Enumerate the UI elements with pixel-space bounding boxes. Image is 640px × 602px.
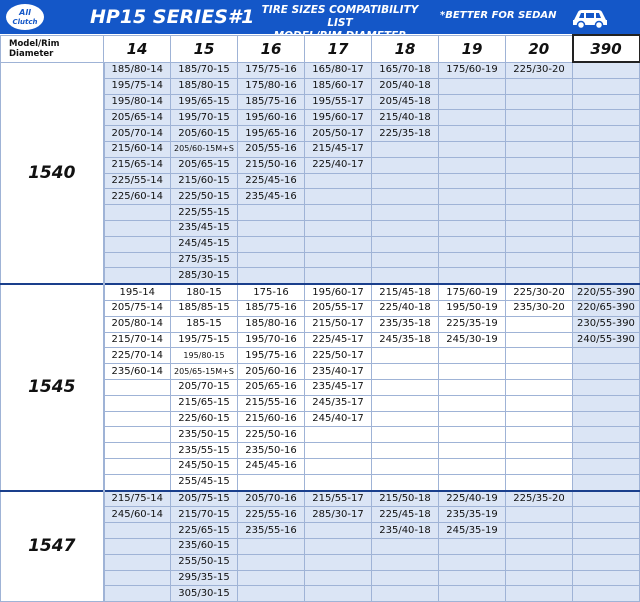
tire-size-cell: 220/65-390: [573, 300, 640, 316]
table-body: [1, 62, 640, 602]
tire-size-cell: [305, 474, 372, 490]
tire-size-cell: 225/45-17: [305, 332, 372, 348]
allclutch-logo: [4, 2, 46, 32]
tire-size-cell: [238, 268, 305, 284]
tire-size-cell: [439, 348, 506, 364]
tire-size-cell: 235/50-16: [238, 443, 305, 459]
tire-size-cell: 195/80-14: [104, 94, 171, 110]
header-row: [1, 35, 640, 62]
tire-size-cell: [573, 205, 640, 221]
tire-size-cell: [305, 236, 372, 252]
tire-size-cell: [506, 78, 573, 94]
tire-size-cell: 165/70-18: [372, 62, 439, 78]
tire-size-cell: 195/80-15: [171, 348, 238, 364]
tire-size-cell: 215/65-15: [171, 395, 238, 411]
tire-size-cell: 175/60-19: [439, 62, 506, 78]
tire-size-cell: 225/35-18: [372, 126, 439, 142]
tire-size-cell: [573, 268, 640, 284]
tire-size-cell: 195/75-14: [104, 78, 171, 94]
model-label: 1540: [1, 62, 104, 284]
tire-size-cell: [439, 586, 506, 602]
tire-size-cell: 205/60-15M+S: [171, 141, 238, 157]
tire-size-cell: [372, 586, 439, 602]
tire-size-cell: [573, 507, 640, 523]
tire-size-cell: [506, 395, 573, 411]
subtitle-line-1: TIRE SIZES COMPATIBILITY LIST: [261, 4, 419, 29]
tire-size-cell: 185/85-15: [171, 300, 238, 316]
tire-size-cell: [573, 94, 640, 110]
tire-size-cell: 235/50-15: [171, 427, 238, 443]
tire-size-cell: 215/40-18: [372, 110, 439, 126]
tire-size-cell: 205/50-17: [305, 126, 372, 142]
tire-size-cell: [305, 458, 372, 474]
tire-size-cell: [372, 268, 439, 284]
tire-size-cell: [238, 474, 305, 490]
tire-size-cell: [573, 110, 640, 126]
tire-size-cell: [506, 379, 573, 395]
tire-size-cell: 205/70-15: [171, 379, 238, 395]
tire-size-cell: 285/30-17: [305, 507, 372, 523]
tire-size-cell: 185/70-15: [171, 62, 238, 78]
tire-size-cell: 205/40-18: [372, 78, 439, 94]
tire-size-cell: [372, 252, 439, 268]
tire-size-cell: [506, 554, 573, 570]
tire-size-cell: [104, 523, 171, 539]
tire-size-cell: [573, 586, 640, 602]
tire-size-cell: [439, 443, 506, 459]
tire-size-cell: 245/30-19: [439, 332, 506, 348]
tire-size-cell: [506, 268, 573, 284]
tire-size-cell: 245/35-18: [372, 332, 439, 348]
tire-size-cell: [573, 252, 640, 268]
col-header-15: 15: [171, 35, 238, 62]
tire-size-cell: [439, 252, 506, 268]
tire-size-cell: [506, 586, 573, 602]
tire-size-cell: [104, 427, 171, 443]
tire-size-cell: [305, 268, 372, 284]
tire-size-cell: 225/50-17: [305, 348, 372, 364]
tire-size-cell: [506, 205, 573, 221]
tire-size-cell: [372, 474, 439, 490]
tire-size-cell: [506, 332, 573, 348]
tire-size-cell: 225/30-20: [506, 62, 573, 78]
col-header-16: 16: [238, 35, 305, 62]
tire-size-cell: [104, 205, 171, 221]
tire-size-cell: 225/55-14: [104, 173, 171, 189]
tire-size-cell: 245/35-19: [439, 523, 506, 539]
tire-size-cell: 245/60-14: [104, 507, 171, 523]
tire-size-cell: 185/75-16: [238, 300, 305, 316]
tire-size-cell: 195/70-16: [238, 332, 305, 348]
tire-size-cell: [573, 173, 640, 189]
tire-size-cell: [506, 236, 573, 252]
tire-size-cell: [439, 411, 506, 427]
tire-size-cell: [372, 157, 439, 173]
tire-size-cell: [305, 427, 372, 443]
tire-size-cell: [506, 474, 573, 490]
tire-size-cell: [104, 252, 171, 268]
tire-size-cell: 240/55-390: [573, 332, 640, 348]
tire-size-cell: 195/60-16: [238, 110, 305, 126]
tire-size-cell: 175/80-16: [238, 78, 305, 94]
tire-size-cell: [439, 268, 506, 284]
tire-size-cell: [238, 586, 305, 602]
tire-size-cell: [573, 189, 640, 205]
tire-size-cell: [372, 236, 439, 252]
tire-size-cell: [238, 252, 305, 268]
tire-size-cell: [439, 458, 506, 474]
tire-size-cell: [439, 427, 506, 443]
tire-size-cell: [439, 173, 506, 189]
tire-size-cell: 205/55-16: [238, 141, 305, 157]
tire-size-cell: 195/55-17: [305, 94, 372, 110]
tire-size-cell: [238, 205, 305, 221]
tire-size-cell: [305, 538, 372, 554]
tire-size-cell: 235/30-20: [506, 300, 573, 316]
tire-size-cell: 305/30-15: [171, 586, 238, 602]
tire-size-cell: 185-15: [171, 316, 238, 332]
tire-size-cell: 185/80-16: [238, 316, 305, 332]
tire-size-cell: 215/55-16: [238, 395, 305, 411]
tire-size-cell: [439, 570, 506, 586]
tire-size-cell: [506, 570, 573, 586]
tire-size-cell: 225/55-16: [238, 507, 305, 523]
tire-size-cell: 195/70-15: [171, 110, 238, 126]
col-header-390: 390: [573, 35, 640, 62]
tire-size-cell: [506, 126, 573, 142]
tire-size-cell: 205/80-14: [104, 316, 171, 332]
tire-size-cell: [104, 220, 171, 236]
tire-size-cell: [439, 205, 506, 221]
tire-size-cell: [238, 538, 305, 554]
svg-text:Clutch: Clutch: [12, 18, 38, 26]
sedan-note: *BETTER FOR SEDAN: [440, 10, 557, 21]
tire-size-cell: 165/80-17: [305, 62, 372, 78]
tire-size-cell: [439, 126, 506, 142]
tire-size-cell: [305, 189, 372, 205]
tire-size-cell: [506, 141, 573, 157]
tire-size-cell: 215/70-15: [171, 507, 238, 523]
tire-size-cell: [573, 491, 640, 507]
tire-size-cell: [573, 554, 640, 570]
tire-size-cell: [372, 554, 439, 570]
tire-size-cell: 235/55-15: [171, 443, 238, 459]
tire-size-cell: [573, 379, 640, 395]
col-header-19: 19: [439, 35, 506, 62]
tire-size-cell: [439, 554, 506, 570]
tire-size-cell: [506, 364, 573, 380]
tire-size-cell: 175-16: [238, 284, 305, 300]
tire-size-cell: [104, 570, 171, 586]
tire-size-cell: [238, 236, 305, 252]
tire-size-cell: 225/55-15: [171, 205, 238, 221]
tire-size-cell: [506, 252, 573, 268]
tire-size-cell: 225/50-15: [171, 189, 238, 205]
tire-size-cell: [573, 427, 640, 443]
tire-size-cell: 205/65-14: [104, 110, 171, 126]
tire-size-cell: [439, 236, 506, 252]
tire-size-cell: [305, 443, 372, 459]
tire-size-cell: [573, 157, 640, 173]
tire-size-cell: [573, 395, 640, 411]
tire-size-cell: 245/45-15: [171, 236, 238, 252]
tire-size-cell: 235/40-17: [305, 364, 372, 380]
tire-size-cell: 215/70-14: [104, 332, 171, 348]
tire-size-cell: [372, 173, 439, 189]
tire-size-cell: [506, 348, 573, 364]
tire-size-cell: [573, 236, 640, 252]
tire-size-cell: 205/60-16: [238, 364, 305, 380]
tire-size-cell: [305, 523, 372, 539]
tire-size-cell: 225/45-16: [238, 173, 305, 189]
tire-size-cell: [372, 411, 439, 427]
tire-size-cell: 205/60-15: [171, 126, 238, 142]
tire-size-cell: 295/35-15: [171, 570, 238, 586]
tire-size-cell: [372, 189, 439, 205]
page-title: HP15 SERIES#1: [90, 6, 255, 28]
tire-size-cell: [104, 236, 171, 252]
tire-size-cell: 235/60-14: [104, 364, 171, 380]
tire-size-cell: 215/65-14: [104, 157, 171, 173]
tire-size-cell: 225/45-18: [372, 507, 439, 523]
tire-size-cell: 235/35-19: [439, 507, 506, 523]
tire-size-cell: 205/55-17: [305, 300, 372, 316]
tire-size-cell: [573, 538, 640, 554]
model-label: 1545: [1, 284, 104, 490]
tire-size-cell: [573, 570, 640, 586]
table-row: [1, 62, 640, 78]
tire-size-cell: 255/45-15: [171, 474, 238, 490]
tire-size-cell: [506, 173, 573, 189]
col-header-18: 18: [372, 35, 439, 62]
tire-size-cell: [372, 379, 439, 395]
tire-size-cell: [104, 538, 171, 554]
corner-label: Model/Rim Diameter: [1, 35, 104, 62]
tire-size-cell: [506, 427, 573, 443]
tire-size-cell: [104, 554, 171, 570]
tire-size-cell: [305, 205, 372, 221]
tire-size-cell: [506, 507, 573, 523]
tire-size-cell: 215/75-14: [104, 491, 171, 507]
tire-size-cell: 225/35-20: [506, 491, 573, 507]
tire-size-cell: 235/55-16: [238, 523, 305, 539]
tire-size-cell: 175/60-19: [439, 284, 506, 300]
tire-size-cell: [305, 554, 372, 570]
tire-size-cell: 215/60-15: [171, 173, 238, 189]
tire-size-cell: [372, 364, 439, 380]
tire-size-cell: [573, 78, 640, 94]
tire-size-cell: 220/55-390: [573, 284, 640, 300]
tire-size-cell: [104, 268, 171, 284]
tire-size-cell: 205/45-18: [372, 94, 439, 110]
tire-size-cell: 195/60-17: [305, 110, 372, 126]
tire-size-cell: 225/40-19: [439, 491, 506, 507]
car-icon: [570, 5, 610, 29]
tire-size-cell: 215/50-18: [372, 491, 439, 507]
table-row: [1, 284, 640, 300]
tire-size-cell: [372, 443, 439, 459]
tire-size-cell: [439, 379, 506, 395]
tire-size-cell: [439, 220, 506, 236]
tire-size-cell: 235/40-18: [372, 523, 439, 539]
tire-size-cell: 205/70-14: [104, 126, 171, 142]
tire-size-cell: 185/60-17: [305, 78, 372, 94]
tire-size-cell: [439, 474, 506, 490]
tire-size-cell: 225/70-14: [104, 348, 171, 364]
tire-size-cell: [506, 538, 573, 554]
tire-size-cell: 225/35-19: [439, 316, 506, 332]
tire-size-cell: [439, 110, 506, 126]
tire-size-cell: 245/45-16: [238, 458, 305, 474]
tire-size-cell: [305, 586, 372, 602]
tire-size-cell: [506, 157, 573, 173]
tire-size-cell: 185/80-15: [171, 78, 238, 94]
tire-size-cell: [104, 474, 171, 490]
tire-size-cell: 205/65-16: [238, 379, 305, 395]
tire-size-cell: 215/45-18: [372, 284, 439, 300]
tire-size-cell: [573, 220, 640, 236]
tire-size-cell: 195/65-15: [171, 94, 238, 110]
tire-size-cell: 245/40-17: [305, 411, 372, 427]
tire-size-cell: 235/45-16: [238, 189, 305, 205]
tire-size-cell: 215/60-14: [104, 141, 171, 157]
tire-size-cell: 235/35-18: [372, 316, 439, 332]
tire-size-cell: 195/75-16: [238, 348, 305, 364]
tire-size-cell: 235/45-15: [171, 220, 238, 236]
tire-size-cell: [573, 364, 640, 380]
tire-size-cell: [573, 126, 640, 142]
tire-size-cell: [506, 443, 573, 459]
tire-size-cell: 255/50-15: [171, 554, 238, 570]
col-header-20: 20: [506, 35, 573, 62]
tire-size-cell: [104, 379, 171, 395]
tire-size-cell: 225/60-15: [171, 411, 238, 427]
tire-size-cell: [372, 205, 439, 221]
tire-size-cell: [506, 458, 573, 474]
tire-size-cell: [372, 458, 439, 474]
tire-size-cell: 205/70-16: [238, 491, 305, 507]
tire-size-cell: 275/35-15: [171, 252, 238, 268]
tire-size-cell: 230/55-390: [573, 316, 640, 332]
tire-size-cell: [506, 220, 573, 236]
tire-size-cell: [439, 395, 506, 411]
tire-size-cell: 195/65-16: [238, 126, 305, 142]
compatibility-table: [0, 34, 640, 602]
tire-size-cell: [372, 538, 439, 554]
tire-size-cell: [238, 554, 305, 570]
tire-size-cell: 215/55-17: [305, 491, 372, 507]
tire-size-cell: [439, 141, 506, 157]
tire-size-cell: 180-15: [171, 284, 238, 300]
tire-size-cell: [104, 395, 171, 411]
tire-size-cell: 245/35-17: [305, 395, 372, 411]
tire-size-cell: 225/65-15: [171, 523, 238, 539]
svg-text:All: All: [19, 8, 31, 17]
tire-size-cell: [573, 62, 640, 78]
tire-size-cell: 205/65-15: [171, 157, 238, 173]
tire-size-cell: [439, 78, 506, 94]
tire-size-cell: [305, 220, 372, 236]
tire-size-cell: [104, 586, 171, 602]
tire-size-cell: [506, 411, 573, 427]
tire-size-cell: [104, 443, 171, 459]
tire-size-cell: [104, 411, 171, 427]
col-header-14: 14: [104, 35, 171, 62]
tire-size-cell: [305, 570, 372, 586]
tire-size-cell: [439, 189, 506, 205]
tire-size-cell: 195-14: [104, 284, 171, 300]
tire-size-cell: [506, 316, 573, 332]
tire-size-cell: [372, 570, 439, 586]
tire-size-cell: 225/30-20: [506, 284, 573, 300]
tire-size-cell: [305, 252, 372, 268]
tire-size-cell: 175/75-16: [238, 62, 305, 78]
tire-size-cell: 195/75-15: [171, 332, 238, 348]
tire-size-cell: 235/45-17: [305, 379, 372, 395]
tire-size-cell: [439, 94, 506, 110]
tire-size-cell: [439, 364, 506, 380]
tire-size-cell: 225/40-18: [372, 300, 439, 316]
tire-size-cell: 215/50-17: [305, 316, 372, 332]
table-row: [1, 491, 640, 507]
tire-size-cell: [238, 570, 305, 586]
tire-size-cell: 195/60-17: [305, 284, 372, 300]
tire-size-cell: [573, 141, 640, 157]
col-header-17: 17: [305, 35, 372, 62]
tire-size-cell: 225/50-16: [238, 427, 305, 443]
tire-size-cell: [573, 411, 640, 427]
tire-size-cell: [372, 348, 439, 364]
tire-size-cell: 205/75-14: [104, 300, 171, 316]
tire-size-cell: [506, 94, 573, 110]
tire-size-cell: [372, 427, 439, 443]
tire-size-cell: 215/60-16: [238, 411, 305, 427]
tire-size-cell: [573, 523, 640, 539]
tire-size-cell: 285/30-15: [171, 268, 238, 284]
tire-size-cell: [506, 523, 573, 539]
tire-size-cell: [506, 110, 573, 126]
tire-size-cell: 215/50-16: [238, 157, 305, 173]
tire-size-cell: 205/65-15M+S: [171, 364, 238, 380]
tire-size-cell: 215/45-17: [305, 141, 372, 157]
tire-size-cell: 225/60-14: [104, 189, 171, 205]
tire-size-cell: [439, 157, 506, 173]
tire-size-cell: [439, 538, 506, 554]
tire-size-cell: [573, 443, 640, 459]
tire-size-cell: 185/75-16: [238, 94, 305, 110]
tire-size-cell: 225/40-17: [305, 157, 372, 173]
tire-size-cell: [372, 220, 439, 236]
tire-size-cell: [372, 141, 439, 157]
tire-size-cell: [104, 458, 171, 474]
tire-size-cell: [238, 220, 305, 236]
tire-size-cell: [506, 189, 573, 205]
tire-size-cell: [305, 173, 372, 189]
tire-size-cell: 205/75-15: [171, 491, 238, 507]
header-bar: [0, 0, 640, 34]
tire-size-cell: 185/80-14: [104, 62, 171, 78]
tire-size-cell: [372, 395, 439, 411]
tire-size-cell: 235/60-15: [171, 538, 238, 554]
tire-size-cell: [573, 458, 640, 474]
tire-size-cell: 195/50-19: [439, 300, 506, 316]
tire-size-cell: 245/50-15: [171, 458, 238, 474]
tire-size-cell: [573, 348, 640, 364]
model-label: 1547: [1, 491, 104, 602]
tire-size-cell: [573, 474, 640, 490]
